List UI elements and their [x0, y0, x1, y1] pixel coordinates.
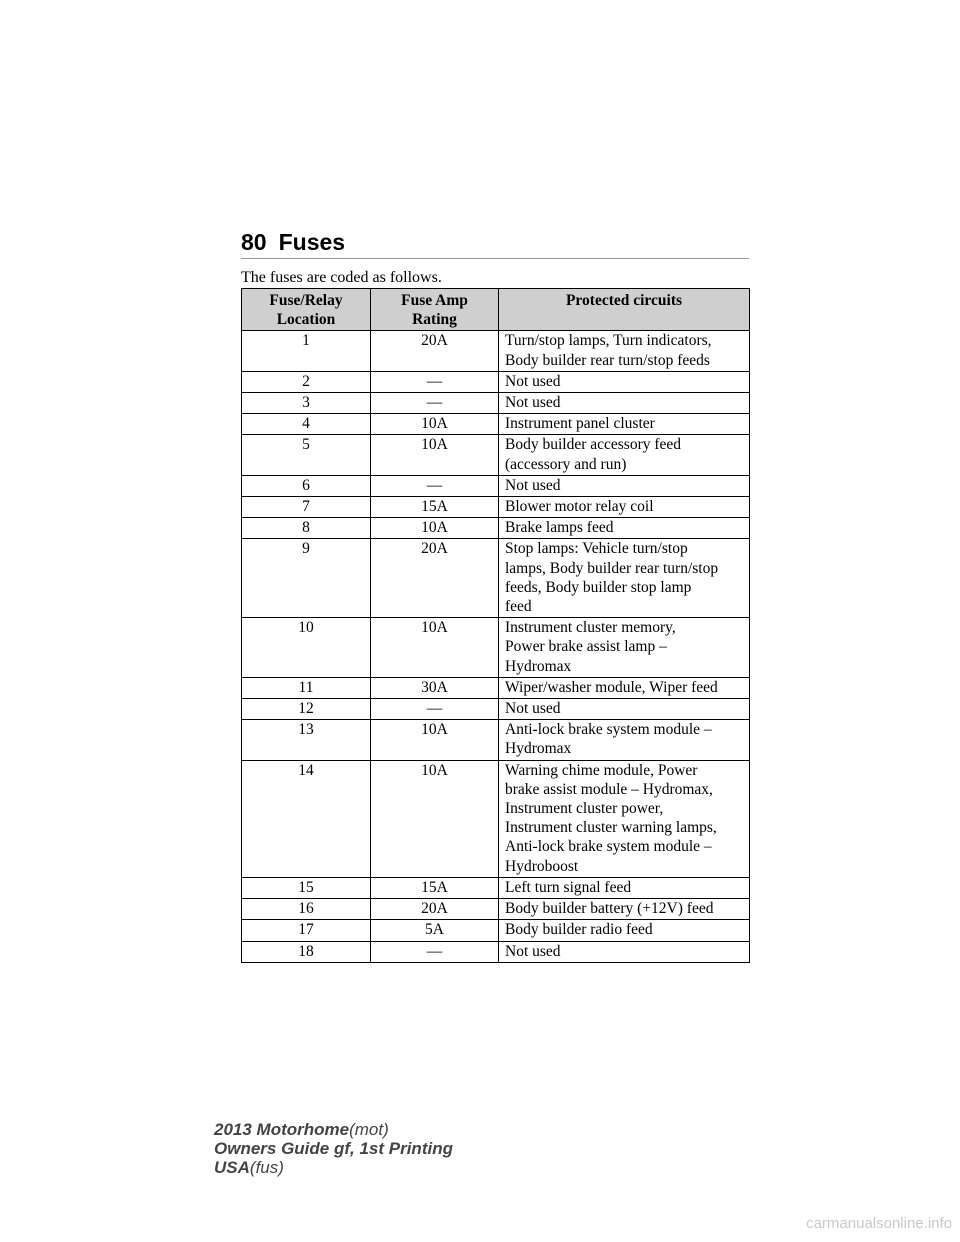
table-row: [242, 899, 750, 920]
circuit-line: Anti-lock brake system module –: [505, 721, 712, 739]
footer-model: 2013 Motorhome: [214, 1120, 350, 1139]
circuit-line: Not used: [505, 394, 561, 412]
fuse-amp-rating: 20A: [371, 539, 499, 618]
table-row: [242, 414, 750, 435]
circuit-line: Not used: [505, 700, 561, 718]
header-amp: [371, 289, 499, 331]
fuse-amp-rating: 5A: [371, 920, 499, 941]
fuse-amp-rating: 10A: [371, 760, 499, 877]
header-location: [242, 289, 371, 331]
protected-circuits: [499, 475, 750, 496]
header-circuits: Protected circuits: [499, 289, 750, 331]
protected-circuits: [499, 497, 750, 518]
header-amp-line: Fuse Amp: [401, 292, 468, 309]
protected-circuits: [499, 435, 750, 475]
footer-line: [214, 1158, 453, 1177]
circuit-line: Brake lamps feed: [505, 519, 614, 537]
fuse-amp-rating: 10A: [371, 618, 499, 678]
section-title: Fuses: [278, 229, 346, 255]
fuse-location: 16: [242, 899, 371, 920]
circuit-line: Not used: [505, 942, 561, 960]
table-header-row: [242, 289, 750, 331]
table-row: [242, 920, 750, 941]
protected-circuits: [499, 699, 750, 720]
fuse-table: [241, 288, 750, 963]
intro-text: The fuses are coded as follows.: [241, 269, 442, 286]
fuse-amp-rating: 10A: [371, 414, 499, 435]
circuit-line: Blower motor relay coil: [505, 498, 654, 516]
fuse-amp-rating: —: [371, 393, 499, 414]
circuit-line: feeds, Body builder stop lamp: [505, 578, 692, 596]
protected-circuits: [499, 677, 750, 698]
circuit-line: Warning chime module, Power: [505, 761, 698, 779]
fuse-amp-rating: —: [371, 475, 499, 496]
table-row: [242, 393, 750, 414]
fuse-location: 8: [242, 518, 371, 539]
protected-circuits: [499, 941, 750, 962]
circuit-line: (accessory and run): [505, 455, 627, 473]
fuse-location: 7: [242, 497, 371, 518]
fuse-amp-rating: —: [371, 941, 499, 962]
header-location-line: Fuse/Relay: [269, 292, 343, 309]
fuse-amp-rating: —: [371, 371, 499, 392]
header-amp-line: Rating: [412, 311, 457, 329]
circuit-line: Instrument panel cluster: [505, 415, 655, 433]
fuse-amp-rating: —: [371, 699, 499, 720]
fuse-amp-rating: 20A: [371, 331, 499, 371]
table-row: [242, 331, 750, 371]
circuit-line: Anti-lock brake system module –: [505, 838, 712, 856]
fuse-amp-rating: 10A: [371, 435, 499, 475]
protected-circuits: [499, 720, 750, 760]
protected-circuits: [499, 331, 750, 371]
fuse-location: 13: [242, 720, 371, 760]
header-location-line: Location: [276, 311, 336, 329]
fuse-location: 5: [242, 435, 371, 475]
protected-circuits: [499, 920, 750, 941]
protected-circuits: [499, 539, 750, 618]
fuse-amp-rating: 20A: [371, 899, 499, 920]
table-row: [242, 539, 750, 618]
fuse-location: 4: [242, 414, 371, 435]
circuit-line: Body builder rear turn/stop feeds: [505, 351, 710, 369]
circuit-line: lamps, Body builder rear turn/stop: [505, 559, 719, 577]
fuse-location: 10: [242, 618, 371, 678]
circuit-line: feed: [505, 598, 532, 616]
page-number: 80: [241, 229, 267, 255]
circuit-line: Not used: [505, 476, 561, 494]
footer: [214, 1120, 453, 1177]
table-row: [242, 677, 750, 698]
circuit-line: Hydromax: [505, 657, 572, 675]
fuse-location: 17: [242, 920, 371, 941]
table-row: [242, 699, 750, 720]
fuse-amp-rating: 15A: [371, 877, 499, 898]
protected-circuits: [499, 877, 750, 898]
circuit-line: Hydromax: [505, 740, 572, 758]
fuse-location: 6: [242, 475, 371, 496]
protected-circuits: [499, 371, 750, 392]
watermark: carmanualsonline.info: [806, 1215, 952, 1232]
table-row: [242, 518, 750, 539]
circuit-line: Power brake assist lamp –: [505, 638, 667, 656]
circuit-line: Stop lamps: Vehicle turn/stop: [505, 540, 688, 558]
protected-circuits: [499, 760, 750, 877]
protected-circuits: [499, 414, 750, 435]
fuse-location: 9: [242, 539, 371, 618]
circuit-line: Body builder battery (+12V) feed: [505, 900, 714, 918]
footer-market-code: (fus): [249, 1158, 284, 1177]
table-row: [242, 877, 750, 898]
circuit-line: Instrument cluster warning lamps,: [505, 819, 717, 837]
circuit-line: Left turn signal feed: [505, 878, 632, 896]
table-row: [242, 720, 750, 760]
fuse-location: 12: [242, 699, 371, 720]
fuse-amp-rating: 10A: [371, 720, 499, 760]
fuse-amp-rating: 30A: [371, 677, 499, 698]
fuse-location: 2: [242, 371, 371, 392]
fuse-location: 14: [242, 760, 371, 877]
table-row: [242, 941, 750, 962]
table-row: [242, 475, 750, 496]
table-row: [242, 497, 750, 518]
footer-guide: Owners Guide gf, 1st Printing: [214, 1139, 453, 1158]
fuse-location: 15: [242, 877, 371, 898]
fuse-location: 11: [242, 677, 371, 698]
protected-circuits: [499, 899, 750, 920]
protected-circuits: [499, 518, 750, 539]
footer-line: [214, 1120, 453, 1139]
circuit-line: Wiper/washer module, Wiper feed: [505, 678, 718, 696]
table-row: [242, 371, 750, 392]
circuit-line: Instrument cluster memory,: [505, 619, 676, 637]
table-row: [242, 435, 750, 475]
page-header: [241, 228, 749, 259]
fuse-location: 3: [242, 393, 371, 414]
circuit-line: Body builder accessory feed: [505, 436, 682, 454]
table-row: [242, 760, 750, 877]
protected-circuits: [499, 393, 750, 414]
circuit-line: Not used: [505, 372, 561, 390]
protected-circuits: [499, 618, 750, 678]
circuit-line: Turn/stop lamps, Turn indicators,: [505, 332, 712, 350]
fuse-location: 1: [242, 331, 371, 371]
footer-market: USA: [214, 1158, 250, 1177]
circuit-line: Hydroboost: [505, 857, 579, 875]
circuit-line: Body builder radio feed: [505, 921, 653, 939]
fuse-location: 18: [242, 941, 371, 962]
table-row: [242, 618, 750, 678]
circuit-line: brake assist module – Hydromax,: [505, 780, 713, 798]
footer-model-code: (mot): [349, 1120, 389, 1139]
fuse-amp-rating: 10A: [371, 518, 499, 539]
circuit-line: Instrument cluster power,: [505, 800, 664, 818]
fuse-amp-rating: 15A: [371, 497, 499, 518]
